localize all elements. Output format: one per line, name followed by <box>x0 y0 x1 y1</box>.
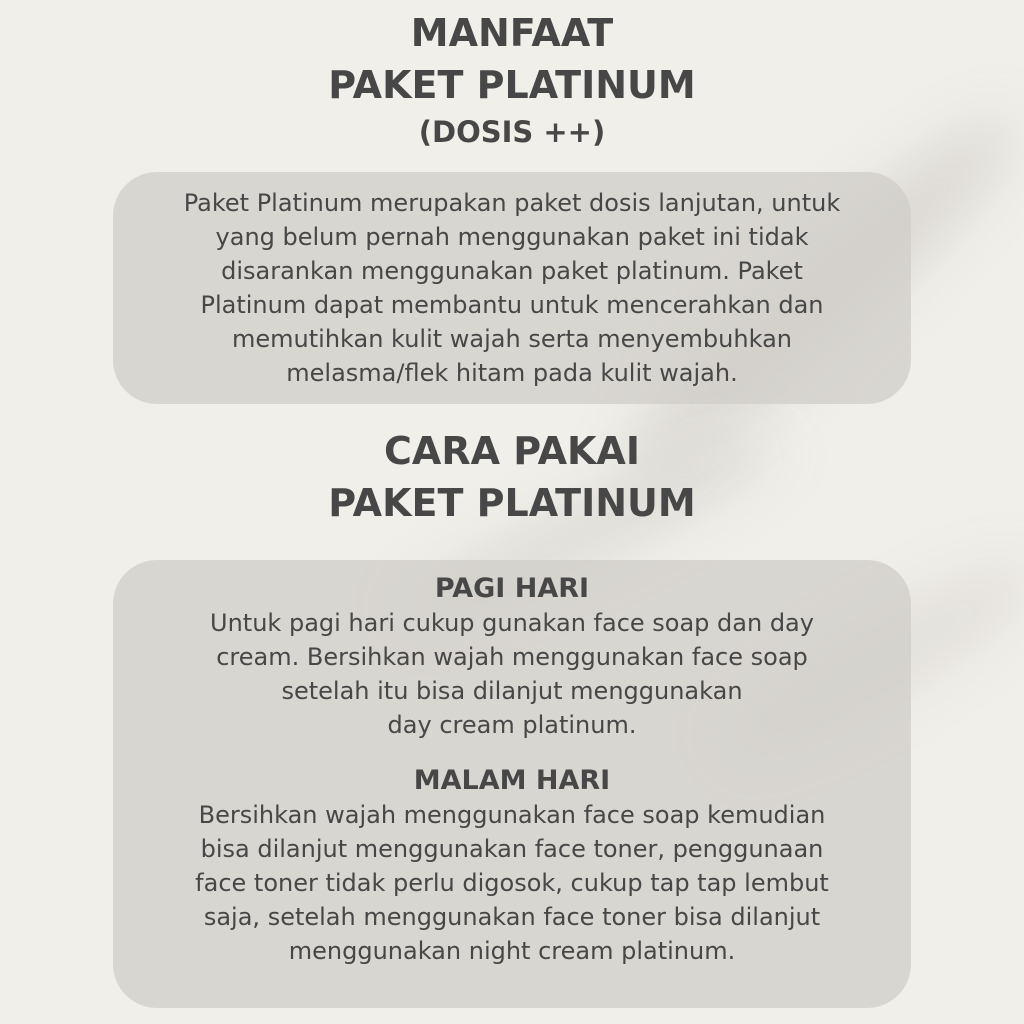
usage-title-line1: CARA PAKAI <box>384 429 640 473</box>
night-instruction-line: face toner tidak perlu digosok, cukup tap tap lembut <box>195 869 829 897</box>
night-instructions <box>132 798 892 968</box>
morning-instruction-line: day cream platinum. <box>387 711 637 739</box>
section-spacer <box>113 742 911 764</box>
benefits-title-line3: (DOSIS ++) <box>418 115 606 149</box>
benefits-description <box>132 186 892 390</box>
benefits-description-line: memutihkan kulit wajah serta menyembuhkan <box>232 325 792 353</box>
benefits-description-line: Platinum dapat membantu untuk mencerahkan dan <box>200 291 824 319</box>
night-instruction-line: menggunakan night cream platinum. <box>288 937 736 965</box>
usage-title-line2: PAKET PLATINUM <box>328 481 696 525</box>
benefits-description-line: melasma/flek hitam pada kulit wajah. <box>286 359 738 387</box>
night-instruction-line: saja, setelah menggunakan face toner bisa dilanjut <box>203 903 821 931</box>
morning-instruction-line: cream. Bersihkan wajah menggunakan face soap <box>216 643 808 671</box>
night-instruction-line: Bersihkan wajah menggunakan face soap kemudian <box>198 801 826 829</box>
morning-instructions <box>132 606 892 742</box>
benefits-title-line2: PAKET PLATINUM <box>328 63 696 107</box>
usage-card <box>113 560 911 1008</box>
night-heading: MALAM HARI <box>413 765 611 796</box>
benefits-description-line: Paket Platinum merupakan paket dosis lanjutan, untuk <box>183 189 841 217</box>
morning-instruction-line: setelah itu bisa dilanjut menggunakan <box>281 677 743 705</box>
morning-instruction-line: Untuk pagi hari cukup gunakan face soap dan day <box>210 609 814 637</box>
benefits-description-line: yang belum pernah menggunakan paket ini tidak <box>215 223 809 251</box>
benefits-description-line: disarankan menggunakan paket platinum. Paket <box>221 257 803 285</box>
benefits-title-line1: MANFAAT <box>410 11 614 55</box>
night-instruction-line: bisa dilanjut menggunakan face toner, penggunaan <box>200 835 824 863</box>
benefits-card <box>113 172 911 404</box>
morning-heading: PAGI HARI <box>434 573 590 604</box>
